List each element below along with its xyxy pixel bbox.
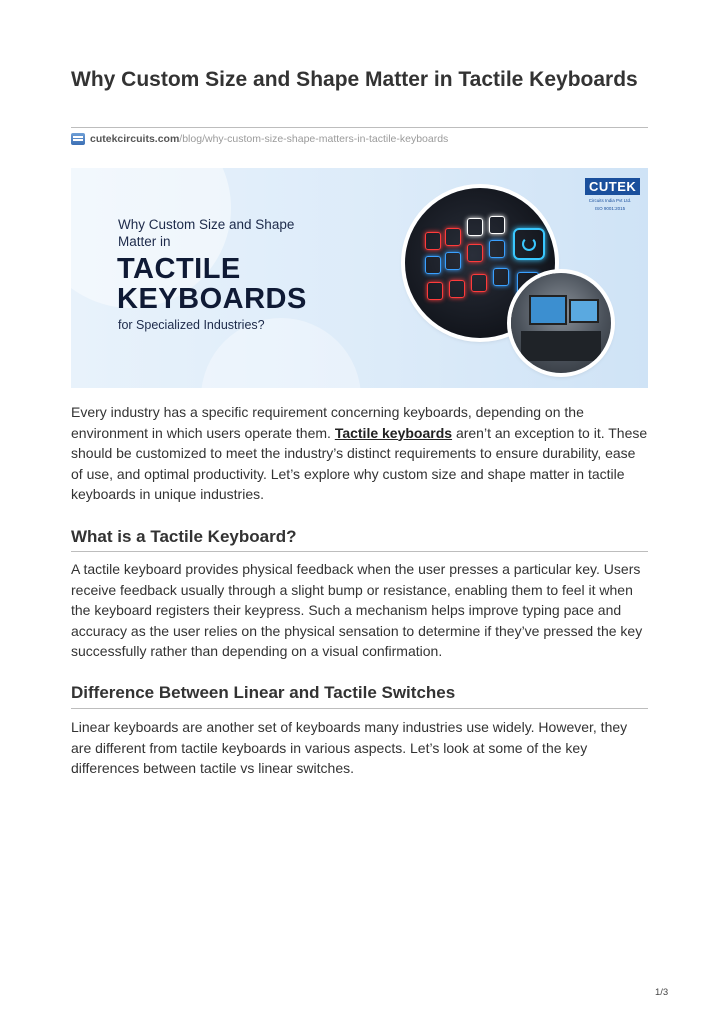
keypad-key: [425, 256, 441, 274]
keypad-key: [425, 232, 441, 250]
keypad-key: [489, 240, 505, 258]
hero-image: [71, 168, 648, 388]
section-divider: [71, 708, 648, 709]
power-icon: [513, 228, 545, 260]
intro-text: Every industry has a specific requirement concerning keyboards, depending on the environment in which users operate them.: [71, 404, 584, 441]
keypad-key: [489, 216, 505, 234]
article-title: Why Custom Size and Shape Matter in Tactile Keyboards: [71, 68, 638, 91]
source-domain[interactable]: cutekcircuits.com: [90, 133, 180, 145]
keypad-key: [467, 244, 483, 262]
tactile-keyboards-link[interactable]: Tactile keyboards: [334, 424, 453, 441]
hero-tagline: for Specialized Industries?: [118, 318, 265, 332]
hero-subtitle: Why Custom Size and Shape Matter in: [118, 217, 295, 249]
title-divider: [71, 127, 648, 128]
keypad-key: [467, 218, 483, 236]
panel-console: [521, 331, 601, 361]
page-number: 1/3: [655, 987, 669, 998]
intro-paragraph: [71, 402, 648, 505]
logo-wordmark: CUTEK: [585, 178, 640, 195]
section-paragraph-difference: Linear keyboards are another set of keyboards many industries use widely. However, they are different from tactile keyboards in various aspects. Let’s look at some of the key differences between tactile vs linear switches.: [71, 719, 628, 776]
hero-headline-line1: TACTILE: [117, 253, 241, 285]
section-heading-what-is: What is a Tactile Keyboard?: [71, 527, 297, 546]
source-path[interactable]: /blog/why-custom-size-shape-matters-in-tactile-keyboards: [179, 133, 449, 145]
hero-headline: [117, 254, 307, 314]
intro-text-continued: aren’t an exception to it. These should be customized to meet the industry’s distinct requirements to ensure durability, ease of use, and optimal productivity. Let’s explore why custom size and shape matter in tactile keyboards in unique industries.: [71, 424, 648, 502]
logo-iso: ISO 9001:2015: [594, 206, 626, 211]
keypad-key: [445, 252, 461, 270]
cutek-logo: [585, 178, 635, 218]
panel-screen: [529, 295, 567, 325]
cockpit-panel-photo: [511, 273, 611, 373]
site-favicon-icon: [71, 133, 85, 145]
keypad-key: [445, 228, 461, 246]
keypad-key: [471, 274, 487, 292]
source-url[interactable]: [71, 133, 448, 145]
keypad-key: [449, 280, 465, 298]
section-heading-difference: Difference Between Linear and Tactile Switches: [71, 683, 456, 702]
panel-screen: [569, 299, 599, 323]
keypad-key: [493, 268, 509, 286]
hero-headline-line2: KEYBOARDS: [117, 283, 307, 315]
section-divider: [71, 551, 648, 552]
logo-company-name: Circuits India Pvt Ltd.: [588, 198, 632, 203]
section-paragraph-what-is: A tactile keyboard provides physical feedback when the user presses a particular key. Users receive feedback usually through a slight bump or resistance, enabling them to feel it when the keyboard registers their keypress. Such a mechanism helps improve typing pace and accuracy as the user relies on the physical sensation to determine if they’ve pressed the key successfully rather than depending on a visual confirmation.: [71, 561, 643, 659]
keypad-key: [427, 282, 443, 300]
